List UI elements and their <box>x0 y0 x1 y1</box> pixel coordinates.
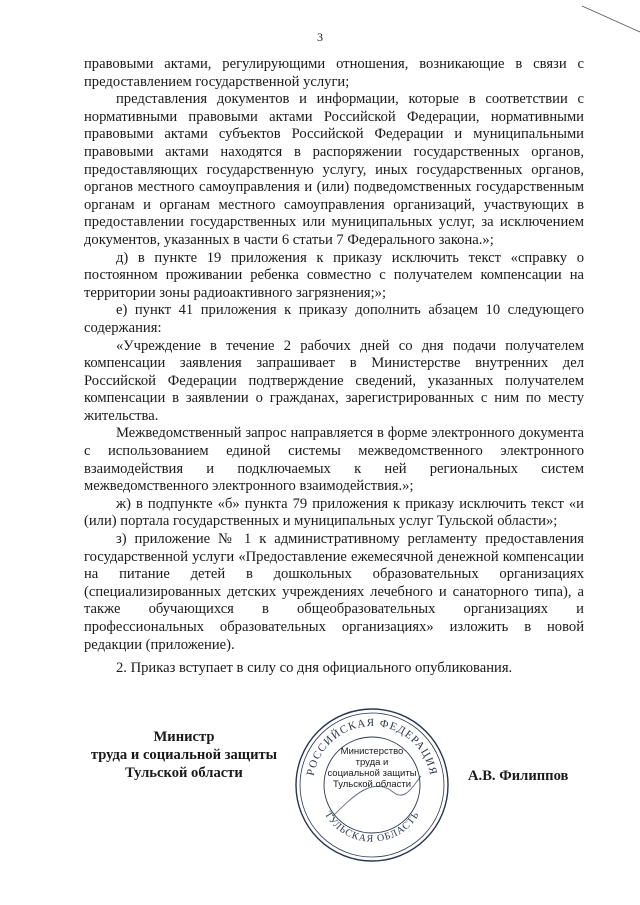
seal-line: труда и <box>355 757 389 768</box>
seal-center-text <box>310 746 434 790</box>
page-number: 3 <box>317 30 323 44</box>
signatory-name: А.В. Филиппов <box>468 768 569 784</box>
signature-title <box>84 728 284 782</box>
paragraph: з) приложение № 1 к административному регламенту предоставления государственной услуги «Предоставление ежемесячной денежной компенсации на питание детей в дошкольных образовательных организациях (специализированных детских учреждениях лечебного и санаторного типа), а также обучающихся в общеобразовательных организациях и профессиональных образовательных организациях» изложить в новой редакции (приложение). <box>84 531 584 653</box>
signature-line: Тульской области <box>125 765 243 781</box>
paragraph: Межведомственный запрос направляется в форме электронного документа с использованием единой системы межведомственного электронного взаимодействия и подключаемых к ней региональных систем межведомственного электронного взаимодействия.»; <box>84 425 584 495</box>
paragraph: правовыми актами, регулирующими отношения, возникающие в связи с предоставлением государственной услуги; <box>84 56 584 90</box>
seal-outer-text: РОССИЙСКАЯ ФЕДЕРАЦИЯ <box>304 716 440 777</box>
signature-line: Министр <box>153 729 215 745</box>
paragraph: д) в пункте 19 приложения к приказу исключить текст «справку о постоянном проживании ребенка совместно с получателем компенсации на территории зоны радиоактивного загрязнения;»; <box>84 249 584 301</box>
seal-bottom-text: ТУЛЬСКАЯ ОБЛАСТЬ <box>322 809 422 845</box>
seal-line: Тульской области <box>332 779 412 790</box>
paragraph: е) пункт 41 приложения к приказу дополнить абзацем 10 следующего содержания: <box>84 302 584 336</box>
scan-corner-line <box>580 0 640 40</box>
paragraph: представления документов и информации, которые в соответствии с нормативными правовыми актами Российской Федерации, нормативными правовыми актами субъектов Российской Федерации и муниципальными правовыми актами находятся в распоряжении государственных органов, предоставляющих государственную услугу, иных государственных органов, органов местного самоуправления и (или) подведомственных государственным органам и органам местного самоуправления организаций, участвующих в предоставлении государственных или муниципальных услуг, за исключением документов, указанных в части 6 статьи 7 Федерального закона.»; <box>84 91 584 248</box>
paragraph: «Учреждение в течение 2 рабочих дней со дня подачи получателем компенсации заявления запрашивает в Министерстве внутренних дел Российской Федерации подтверждение сведений, указанных получателем компенсации в заявлении о гражданах, зарегистрированных с ним по месту жительства. <box>84 337 584 424</box>
seal-line: социальной защиты <box>327 768 417 779</box>
paragraph: ж) в подпункте «б» пункта 79 приложения к приказу исключить текст «и (или) портала государственных и муниципальных услуг Тульской области»; <box>84 495 584 530</box>
svg-text:ТУЛЬСКАЯ ОБЛАСТЬ <box>322 810 422 845</box>
signature-line: труда и социальной защиты <box>90 747 278 763</box>
document-body <box>84 56 584 678</box>
paragraph: 2. Приказ вступает в силу со дня официального опубликования. <box>116 660 513 677</box>
seal-line: Министерство <box>340 746 404 757</box>
